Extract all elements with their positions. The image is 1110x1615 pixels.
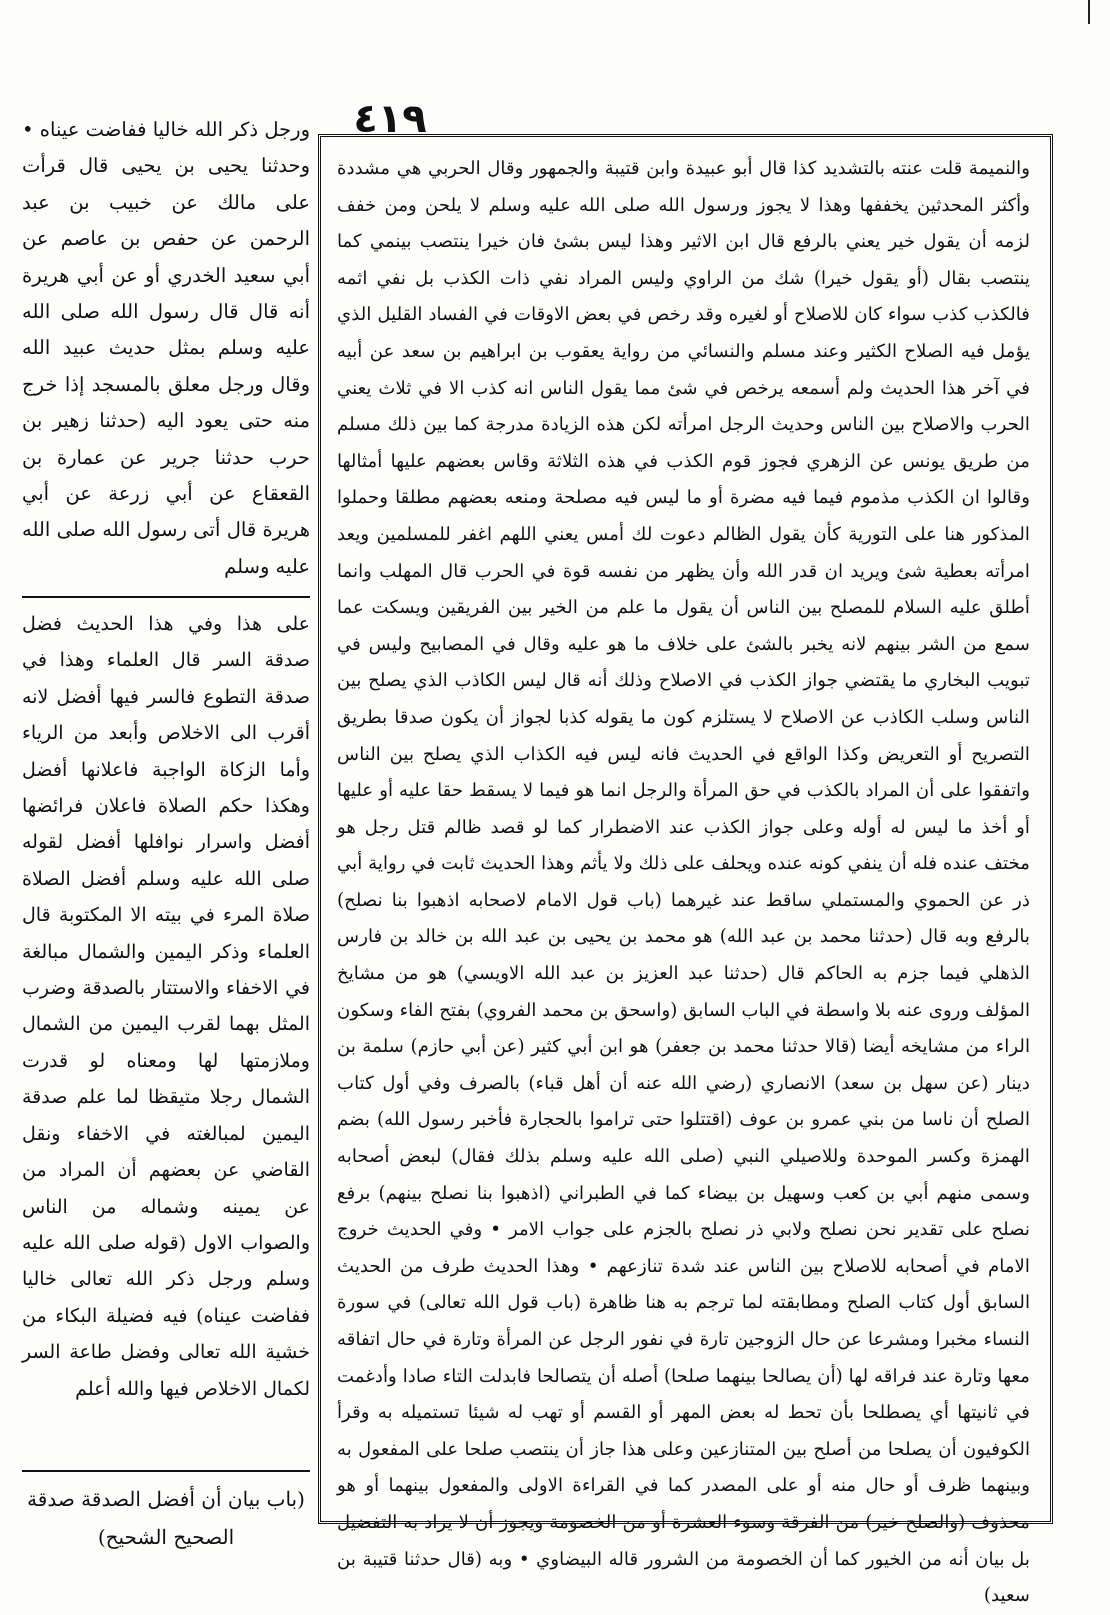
margin-chapter-heading	[22, 1470, 310, 1556]
chapter-heading-text: (باب بيان أن أفضل الصدقة صدقة الصحيح الشحيح)	[27, 1487, 305, 1549]
margin-commentary-top	[22, 112, 310, 592]
margin-text-middle: على هذا وفي هذا الحديث فضل صدقة السر قال العلماء وهذا في صدقة التطوع فالسر فيها أفضل لانه أقرب الى الاخلاص وأبعد من الرياء وأما الزكاة الواجبة فاعلانها أفضل وهكذا حكم الصلاة فاعلان فرائضها أفضل واسرار نوافلها أفضل لقوله صلى الله عليه وسلم أفضل الصلاة صلاة المرء في بيته الا المكتوبة قال العلماء وذكر اليمين والشمال مبالغة في الاخفاء والاستتار بالصدقة وضرب المثل بهما لقرب اليمين من الشمال وملازمتها لها ومعناه لو قدرت الشمال رجلا متيقظا لما علم صدقة اليمين لمبالغته في الاخفاء ونقل القاضي عن بعضهم أن المراد من عن يمينه وشماله من الناس والصواب الاول (قوله صلى الله عليه وسلم ورجل ذكر الله تعالى خاليا ففاضت عيناه) فيه فضيلة البكاء من خشية الله تعالى وفضل طاعة السر لكمال الاخلاص فيها والله أعلم	[22, 613, 310, 1400]
main-body-text: والنميمة قلت عنته بالتشديد كذا قال أبو عبيدة وابن قتيبة والجمهور وقال الحربي هي مشددة وأكثر المحدثين يخففها وهذا لا يجوز ورسول الله صلى الله عليه وسلم لا يلحن ومن خفف لزمه أن يقول خير يعني بالرفع قال ابن الاثير وهذا ليس بشئ فان خيرا ينتصب بينمي كما ينتصب بقال (أو يقول خيرا) شك من الراوي وليس المراد نفي ذات الكذب بل نفي اثمه فالكذب كذب سواء كان للاصلاح أو لغيره وقد رخص في بعض الاوقات في الفساد القليل الذي يؤمل فيه الصلاح الكثير وعند مسلم والنسائي من رواية يعقوب بن ابراهيم بن سعد عن أبيه في آخر هذا الحديث ولم أسمعه يرخص في شئ مما يقول الناس انه كذب الا في ثلاث يعني الحرب والاصلاح بين الناس وحديث الرجل امرأته لكن هذه الزيادة مدرجة كما بين ذلك مسلم من طريق يونس عن الزهري فجوز قوم الكذب في هذه الثلاثة وقاس بعضهم عليها أمثالها وقالوا ان الكذب مذموم فيما فيه مضرة أو ما ليس فيه مصلحة ومنعه بعضهم مطلقا وحملوا المذكور هنا على التورية كأن يقول الظالم دعوت لك أمس يعني اللهم اغفر للمسلمين ويعد امرأته بعطية شئ ويريد ان قدر الله وأن يظهر من نفسه قوة في الحرب قال المهلب وانما أطلق عليه السلام للمصلح بين الناس أن يقول ما علم من الخير بين الفريقين ويسكت عما سمع من الشر بينهم لانه يخبر بالشئ على خلاف ما هو عليه وقال في المصابيح وليس في تبويب البخاري ما يقتضي جواز الكذب في الاصلاح وذلك أنه قال ليس الكاذب الذي يصلح بين الناس وسلب الكاذب عن الاصلاح لا يستلزم كون ما يقوله كذبا لجواز أن يكون صدقا بطريق التصريح أو التعريض وكذا الواقع في الحديث فانه ليس فيه الكذاب الذي يصلح بين الناس واتفقوا على أن المراد بالكذب في حق المرأة والرجل انما هو فيما لا يسقط حقا عليه أو عليها أو أخذ ما ليس له أوله وعلى جواز الكذب عند الاضطرار كما لو قصد ظالم قتل رجل هو مختف عنده فله أن ينفي كونه عنده ويحلف على ذلك ولا يأثم وهذا الحديث ثابت في رواية أبي ذر عن الحموي والمستملي ساقط عند غيرهما (باب قول الامام لاصحابه اذهبوا بنا نصلح) بالرفع وبه قال (حدثنا محمد بن عبد الله) هو محمد بن يحيى بن عبد الله بن خالد بن فارس الذهلي فيما جزم به الحاكم قال (حدثنا عبد العزيز بن عبد الله الاويسي) هو من مشايخ المؤلف وروى عنه بلا واسطة في الباب السابق (واسحق بن محمد الفروي) بفتح الفاء وسكون الراء من مشايخه أيضا (قالا حدثنا محمد بن جعفر) هو ابن أبي كثير (عن أبي حازم) سلمة بن دينار (عن سهل بن سعد) الانصاري (رضي الله عنه أن أهل قباء) بالصرف وفي أول كتاب الصلح أن ناسا من بني عمرو بن عوف (اقتتلوا حتى تراموا بالحجارة فأخبر رسول الله) بضم الهمزة وكسر الموحدة وللاصيلي النبي (صلى الله عليه وسلم بذلك فقال) لبعض أصحابه وسمى منهم أبي بن كعب وسهيل بن بيضاء كما في الطبراني (اذهبوا بنا نصلح بينهم) برفع نصلح على تقدير نحن نصلح ولابي ذر نصلح بالجزم على جواب الامر • وفي الحديث خروج الامام في أصحابه للاصلاح بين الناس عند شدة تنازعهم • وهذا الحديث طرف من الحديث السابق أول كتاب الصلح ومطابقته لما ترجم به هنا ظاهرة (باب قول الله تعالى) في سورة النساء مخبرا ومشرعا عن حال الزوجين تارة في نفور الرجل عن المرأة وتارة في حال اتفاقه معها وتارة عند فراقه لها (أن يصالحا بينهما صلحا) أصله أن يتصالحا فابدلت التاء صادا وأدغمت في ثانيتها أي يصطلحا بأن تحط له بعض المهر أو القسم أو تهب له شيئا تستميله به وقرأ الكوفيون أن يصلحا من أصلح بين المتنازعين وعلى هذا جاز أن ينتصب صلحا على المفعول به وبينهما ظرف أو حال منه أو على المصدر كما في القراءة الاولى والمفعول بينهما أو هو محذوف (والصلح خير) من الفرقة وسوء العشرة أو من الخصومة ويجوز أن لا يراد به التفضيل بل بيان أنه من الخيور كما أن الخصومة من الشرور قاله البيضاوي • وبه (قال حدثنا قتيبة بن سعيد)	[336, 158, 1030, 1607]
margin-text-top: ورجل ذكر الله خاليا ففاضت عيناه • وحدثنا يحيى بن يحيى قال قرأت على مالك عن خبيب بن عبد الرحمن عن حفص بن عاصم عن أبي سعيد الخدري أو عن أبي هريرة أنه قال قال رسول الله صلى الله عليه وسلم بمثل حديث عبيد الله وقال ورجل معلق بالمسجد إذا خرج منه حتى يعود اليه (حدثنا زهير بن حرب حدثنا جرير عن عمارة بن القعقاع عن أبي زرعة عن أبي هريرة قال أتى رسول الله صلى الله عليه وسلم	[22, 118, 310, 578]
margin-tick	[1088, 0, 1090, 24]
main-text-frame	[318, 134, 1053, 1607]
margin-commentary-middle	[22, 596, 310, 1456]
page-number: ٤١٩	[353, 96, 427, 142]
